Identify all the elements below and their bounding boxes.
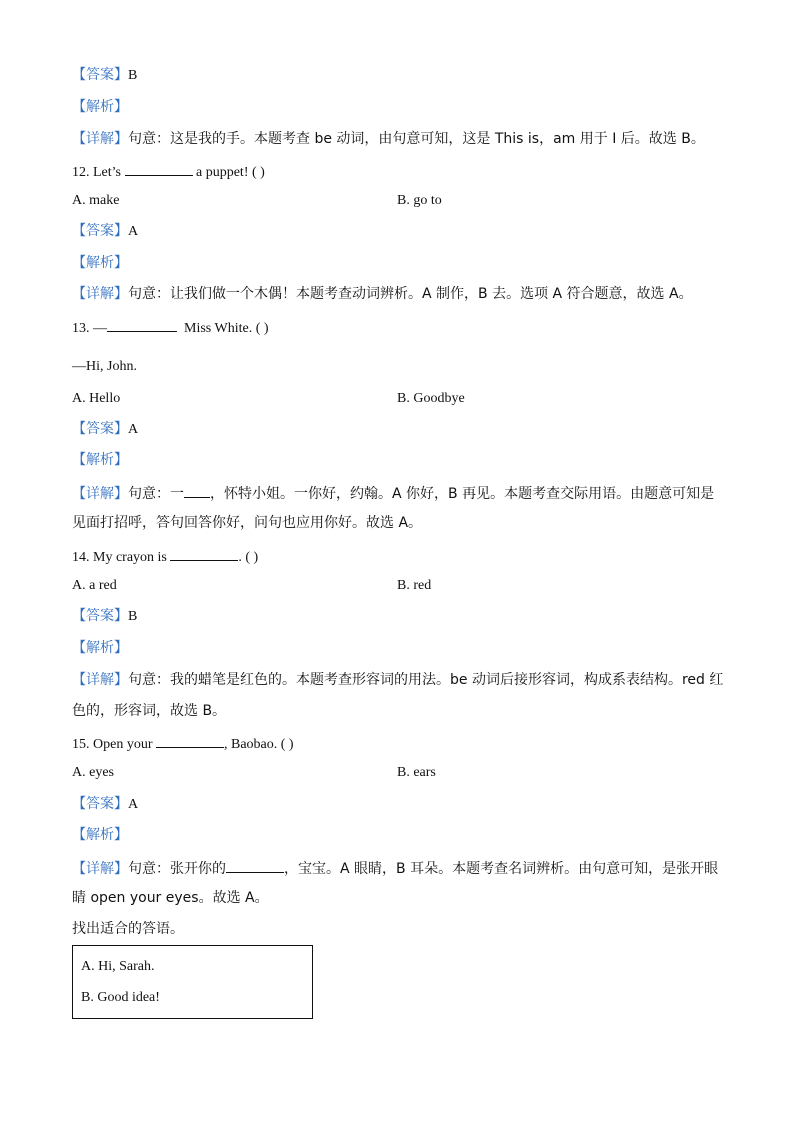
detail-text: ，怀特小姐。一你好，约翰。A 你好，B 再见。本题考查交际用语。由题意可知是	[210, 486, 715, 502]
answer-value: B	[128, 609, 138, 624]
q12-answer-line	[72, 222, 138, 241]
answer-blank	[156, 733, 224, 748]
stem-text: a puppet! ( )	[196, 165, 265, 180]
q13-stem	[72, 317, 269, 338]
answer-tag: 【答案】	[72, 421, 128, 437]
analysis-tag: 【解析】	[72, 452, 128, 468]
answer-tag: 【答案】	[72, 67, 128, 83]
stem-text: . ( )	[238, 550, 259, 565]
q11-detail-line	[72, 130, 705, 149]
q13-detail-line-2	[72, 514, 422, 533]
answer-value: A	[128, 422, 139, 437]
q13-option-b: B. Goodbye	[397, 391, 465, 406]
answer-value: A	[128, 224, 139, 239]
detail-text: 睛 open your eyes。故选 A。	[72, 890, 269, 906]
detail-tag: 【详解】	[72, 486, 128, 502]
answer-blank	[170, 546, 238, 561]
answer-tag: 【答案】	[72, 796, 128, 812]
q15-stem	[72, 733, 294, 754]
q14-option-b: B. red	[397, 578, 432, 593]
q14-detail-line-2	[72, 702, 226, 721]
detail-text: 句意：一	[128, 486, 184, 502]
answer-blank	[125, 161, 193, 176]
answer-value: A	[128, 797, 139, 812]
q14-analysis-line	[72, 639, 128, 658]
q12-stem	[72, 161, 265, 182]
q13-analysis-line	[72, 451, 128, 470]
q12-option-a: A. make	[72, 193, 120, 208]
analysis-tag: 【解析】	[72, 99, 128, 115]
detail-text: 句意：让我们做一个木偶！本题考查动词辨析。A 制作，B 去。选项 A 符合题意，故选 A。	[128, 286, 693, 302]
detail-text: 色的，形容词，故选 B。	[72, 703, 227, 719]
detail-blank	[226, 858, 284, 873]
q14-answer-line	[72, 607, 137, 626]
detail-tag: 【详解】	[72, 286, 128, 302]
q13-reply: —Hi, John.	[72, 359, 137, 374]
q13-option-a: A. Hello	[72, 391, 121, 406]
answer-tag: 【答案】	[72, 608, 128, 624]
detail-text: 句意：这是我的手。本题考查 be 动词，由句意可知，这是 This is，am 用于 I 后。故选 B。	[128, 131, 705, 147]
q15-option-a: A. eyes	[72, 765, 114, 780]
choice-box	[72, 945, 313, 1019]
detail-tag: 【详解】	[72, 861, 128, 877]
choice-item: A. Hi, Sarah.	[81, 959, 155, 974]
analysis-tag: 【解析】	[72, 827, 128, 843]
stem-text: , Baobao. ( )	[224, 737, 294, 752]
detail-tag: 【详解】	[72, 131, 128, 147]
stem-text: 14. My crayon is	[72, 550, 167, 565]
q13-detail-line	[72, 483, 714, 504]
q11-answer-line	[72, 66, 137, 85]
q15-analysis-line	[72, 826, 128, 845]
analysis-tag: 【解析】	[72, 640, 128, 656]
detail-tag: 【详解】	[72, 672, 128, 688]
detail-text: ，宝宝。A 眼睛，B 耳朵。本题考查名词辨析。由句意可知，是张开眼	[284, 861, 719, 877]
q12-analysis-line	[72, 254, 128, 273]
detail-blank	[184, 483, 210, 498]
q11-analysis-line	[72, 98, 128, 117]
answer-blank	[107, 317, 177, 332]
choice-item: B. Good idea!	[81, 990, 160, 1005]
q15-answer-line	[72, 795, 138, 814]
stem-text: Miss White. ( )	[184, 321, 269, 336]
detail-text: 句意：张开你的	[128, 861, 226, 877]
stem-text: 12. Let’s	[72, 165, 121, 180]
q15-detail-line	[72, 858, 718, 879]
detail-text: 见面打招呼，答句回答你好，问句也应用你好。故选 A。	[72, 515, 423, 531]
q13-answer-line	[72, 420, 138, 439]
q15-option-b: B. ears	[397, 765, 436, 780]
stem-text: 15. Open your	[72, 737, 153, 752]
detail-text: 句意：我的蜡笔是红色的。本题考查形容词的用法。be 动词后接形容词，构成系表结构。red 红	[128, 672, 724, 688]
stem-text: 13. —	[72, 321, 107, 336]
section-title: 找出适合的答语。	[72, 921, 184, 937]
answer-tag: 【答案】	[72, 223, 128, 239]
q14-stem	[72, 546, 258, 567]
q14-option-a: A. a red	[72, 578, 117, 593]
q12-option-b: B. go to	[397, 193, 442, 208]
answer-value: B	[128, 68, 138, 83]
analysis-tag: 【解析】	[72, 255, 128, 271]
q15-detail-line-2	[72, 889, 269, 908]
q12-detail-line	[72, 285, 693, 304]
q14-detail-line	[72, 671, 723, 690]
